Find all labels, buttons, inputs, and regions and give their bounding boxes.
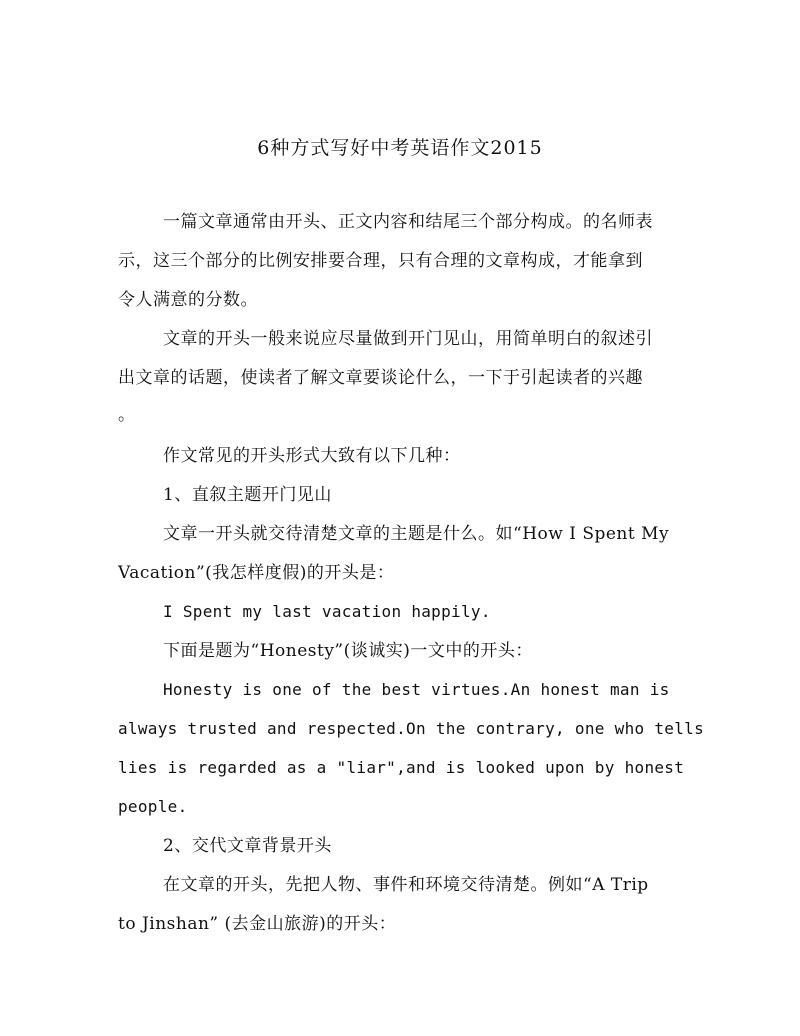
paragraph-line: to Jinshan” (去金山旅游)的开头： bbox=[118, 914, 397, 934]
paragraph-line: 出文章的话题，使读者了解文章要谈论什么，一下于引起读者的兴趣 bbox=[118, 368, 643, 388]
example-line: lies is regarded as a "liar",and is looked upon by honest bbox=[118, 758, 685, 777]
paragraph-line: 作文常见的开头形式大致有以下几种： bbox=[163, 446, 461, 466]
paragraph-line: Vacation”(我怎样度假)的开头是： bbox=[118, 563, 395, 583]
paragraph-line: 下面是题为“Honesty”(谈诚实)一文中的开头： bbox=[163, 641, 533, 661]
example-sentence: I Spent my last vacation happily. bbox=[163, 602, 491, 621]
paragraph-line: 文章一开头就交待清楚文章的主题是什么。如“How I Spent My bbox=[163, 524, 670, 544]
section-heading: 2、交代文章背景开头 bbox=[163, 836, 332, 856]
example-line: people. bbox=[118, 797, 188, 816]
paragraph-line: 文章的开头一般来说应尽量做到开门见山，用简单明白的叙述引 bbox=[163, 329, 653, 349]
section-heading: 1、直叙主题开门见山 bbox=[163, 485, 332, 505]
document-title: 6种方式写好中考英语作文2015 bbox=[257, 137, 543, 159]
paragraph-line: 。 bbox=[118, 405, 136, 425]
paragraph-line: 一篇文章通常由开头、正文内容和结尾三个部分构成。的名师表 bbox=[163, 212, 653, 232]
example-line: always trusted and respected.On the contrary, one who tells bbox=[118, 719, 705, 738]
paragraph-line: 令人满意的分数。 bbox=[118, 290, 258, 310]
example-line: Honesty is one of the best virtues.An honest man is bbox=[163, 680, 670, 699]
paragraph-line: 示，这三个部分的比例安排要合理，只有合理的文章构成，才能拿到 bbox=[118, 251, 643, 271]
paragraph-line: 在文章的开头，先把人物、事件和环境交待清楚。例如“A Trip bbox=[163, 875, 649, 895]
